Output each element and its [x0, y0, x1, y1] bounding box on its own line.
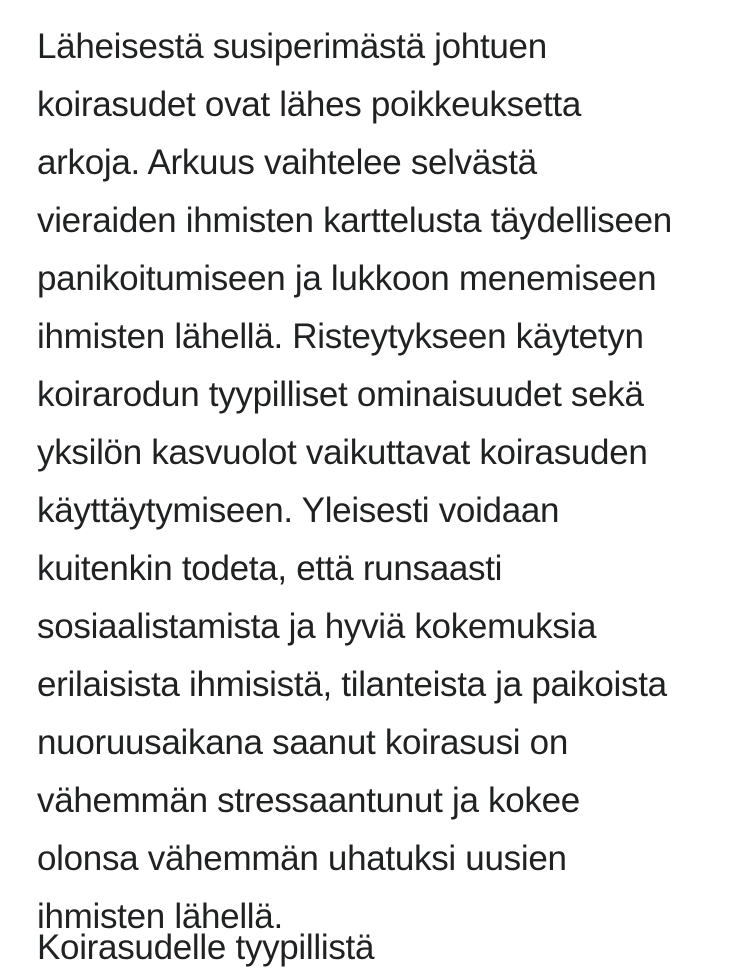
paragraph-line: koirarodun tyypilliset ominaisuudet sekä: [37, 375, 644, 414]
paragraph-line: kuitenkin todeta, että runsaasti: [37, 549, 503, 588]
paragraph-line: nuoruusaikana saanut koirasusi on: [37, 723, 569, 762]
paragraph-line: vähemmän stressaantunut ja kokee: [37, 781, 580, 820]
paragraph-line: panikoitumiseen ja lukkoon menemiseen: [37, 259, 657, 298]
paragraph-line: ihmisten lähellä.: [37, 897, 283, 936]
paragraph-line: arkoja. Arkuus vaihtelee selvästä: [37, 143, 537, 182]
paragraph-line: käyttäytymiseen. Yleisesti voidaan: [37, 491, 560, 530]
paragraph-line: olonsa vähemmän uhatuksi uusien: [37, 839, 567, 878]
paragraph-line: Läheisestä susiperimästä johtuen: [37, 27, 547, 66]
paragraph-line: yksilön kasvuolot vaikuttavat koirasuden: [37, 433, 648, 472]
paragraph-line: koirasudet ovat lähes poikkeuksetta: [37, 85, 581, 124]
clipped-partial-text-line: [37, 928, 375, 967]
paragraph-line: vieraiden ihmisten karttelusta täydelliseen: [37, 201, 672, 240]
paragraph-line: sosiaalistamista ja hyviä kokemuksia: [37, 607, 597, 646]
body-paragraph: [37, 18, 727, 946]
clipped-partial-text: Koirasudelle tyypillistä: [37, 928, 375, 967]
paragraph-line: erilaisista ihmisistä, tilanteista ja paikoista: [37, 665, 667, 704]
paragraph-line: ihmisten lähellä. Risteytykseen käytetyn: [37, 317, 644, 356]
